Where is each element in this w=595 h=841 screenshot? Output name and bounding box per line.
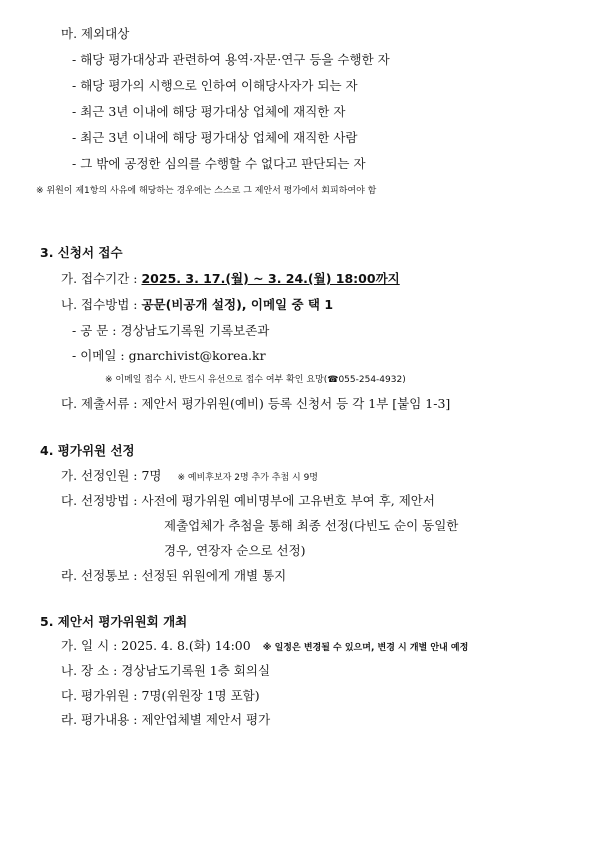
method-line: 경우, 연장자 순으로 선정) [164,543,306,558]
exclusion-note: ※ 위원이 제1항의 사유에 해당하는 경우에는 스스로 그 제안서 평가에서 회피하여야 함 [36,186,377,196]
count-row [61,468,318,486]
date-row [61,638,468,656]
exclusion-label: 마. 제외대상 [61,26,130,41]
exclusion-item: - 최근 3년 이내에 해당 평가대상 업체에 재직한 자 [72,104,346,119]
section5-title: 5. 제안서 평가위원회 개최 [40,614,188,629]
section4-title: 4. 평가위원 선정 [40,443,135,458]
method-line: 제출업체가 추첨을 통해 최종 선정(다빈도 순이 동일한 [164,518,459,533]
period-label: 가. 접수기간 : [61,271,142,286]
email-line: - 이메일 : gnarchivist@korea.kr [72,348,266,363]
email-note: ※ 이메일 접수 시, 반드시 유선으로 접수 여부 확인 요망(☎055-254-4932) [105,375,406,385]
period-row [61,271,400,287]
section3-title: 3. 신청서 접수 [40,245,123,260]
date-note: ※ 일정은 변경될 수 있으며, 변경 시 개별 안내 예정 [262,643,469,653]
exclusion-item: - 최근 3년 이내에 해당 평가대상 업체에 재직한 사람 [72,130,358,145]
place-line: 나. 장 소 : 경상남도기록원 1층 회의실 [61,663,271,678]
method-value: 공문(비공개 설정), 이메일 중 택 1 [141,297,334,312]
exclusion-item: - 그 밖에 공정한 심의를 수행할 수 없다고 판단되는 자 [72,156,366,171]
method-row [61,297,333,313]
doc-line: - 공 문 : 경상남도기록원 기록보존과 [72,323,270,338]
members-line: 다. 평가위원 : 7명(위원장 1명 포함) [61,688,260,703]
period-value: 2025. 3. 17.(월) ~ 3. 24.(월) 18:00까지 [141,271,400,286]
count-label: 가. 선정인원 : 7명 [61,468,162,483]
notice-line: 라. 선정통보 : 선정된 위원에게 개별 통지 [61,568,287,583]
content-line: 라. 평가내용 : 제안업체별 제안서 평가 [61,712,271,727]
date-line: 가. 일 시 : 2025. 4. 8.(화) 14:00 [61,638,251,653]
docs-line: 다. 제출서류 : 제안서 평가위원(예비) 등록 신청서 등 각 1부 [붙임 1-3] [61,396,451,411]
method-line: 다. 선정방법 : 사전에 평가위원 예비명부에 고유번호 부여 후, 제안서 [61,493,435,508]
exclusion-item: - 해당 평가의 시행으로 인하여 이해당사자가 되는 자 [72,78,358,93]
method-label: 나. 접수방법 : [61,297,142,312]
exclusion-item: - 해당 평가대상과 관련하여 용역·자문·연구 등을 수행한 자 [72,52,390,67]
count-note: ※ 예비후보자 2명 추가 추첨 시 9명 [177,473,319,483]
